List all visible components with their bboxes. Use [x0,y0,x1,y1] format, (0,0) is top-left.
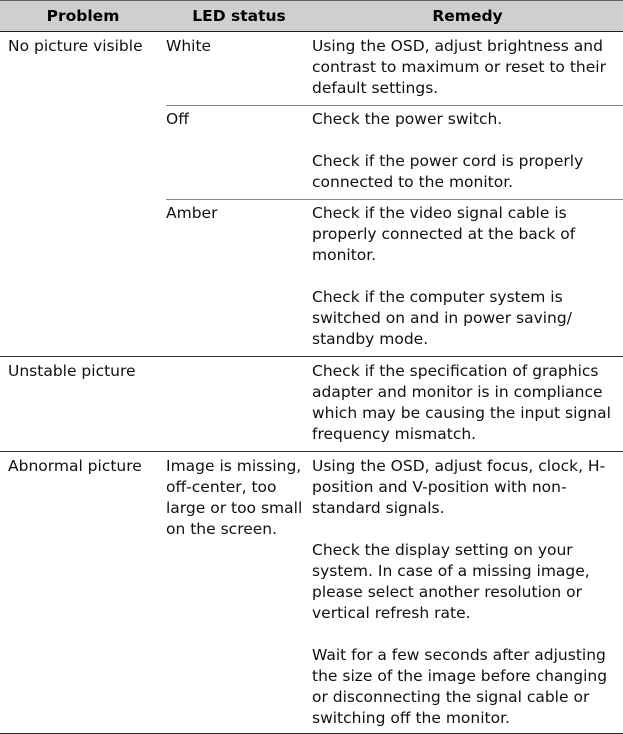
remedy-cell [312,361,623,445]
header-led-status: LED status [192,7,286,25]
led-cell: White [166,37,212,55]
remedy-text: Check if the computer system is switched on and in power saving/ standby mode. [312,288,572,348]
problem-cell: No picture visible [8,37,143,55]
remedy-text: Check if the video signal cable is properly connected at the back of monitor. [312,204,576,264]
remedy-cell [312,456,623,729]
problem-cell: Abnormal picture [8,457,142,475]
remedy-text: Check if the power cord is properly connected to the monitor. [312,152,584,191]
led-cell: Image is missing, off-center, too large or too small on the screen. [166,457,303,538]
remedy-cell [312,36,623,99]
remedy-text: Check the display setting on your system. In case of a missing image, please select another resolution or vertical refresh rate. [312,541,590,622]
header-remedy: Remedy [432,7,503,25]
problem-cell: Unstable picture [8,362,136,380]
remedy-text: Check if the specification of graphics adapter and monitor is in compliance which may be causing the input signal frequency mismatch. [312,362,611,443]
header-problem: Problem [46,7,120,25]
sub-row-amber [166,199,623,356]
table-row-abnormal [0,451,623,733]
remedy-text: Using the OSD, adjust focus, clock, H-position and V-position with non-standard signals. [312,457,606,517]
led-cell [166,361,312,445]
sub-row-white [166,36,623,105]
remedy-text: Using the OSD, adjust brightness and contrast to maximum or reset to their default settings. [312,37,606,97]
sub-row-off [166,105,623,199]
led-cell: Amber [166,204,218,222]
remedy-text: Wait for a few seconds after adjusting the size of the image before changing or disconnecting the signal cable or switching off the monitor. [312,646,608,727]
table-header [0,0,623,32]
remedy-text: Check the power switch. [312,110,503,128]
led-cell: Off [166,110,189,128]
remedy-cell [312,109,623,193]
remedy-cell [312,203,623,350]
table-row-unstable [0,356,623,451]
table-row-no-picture [0,32,623,356]
